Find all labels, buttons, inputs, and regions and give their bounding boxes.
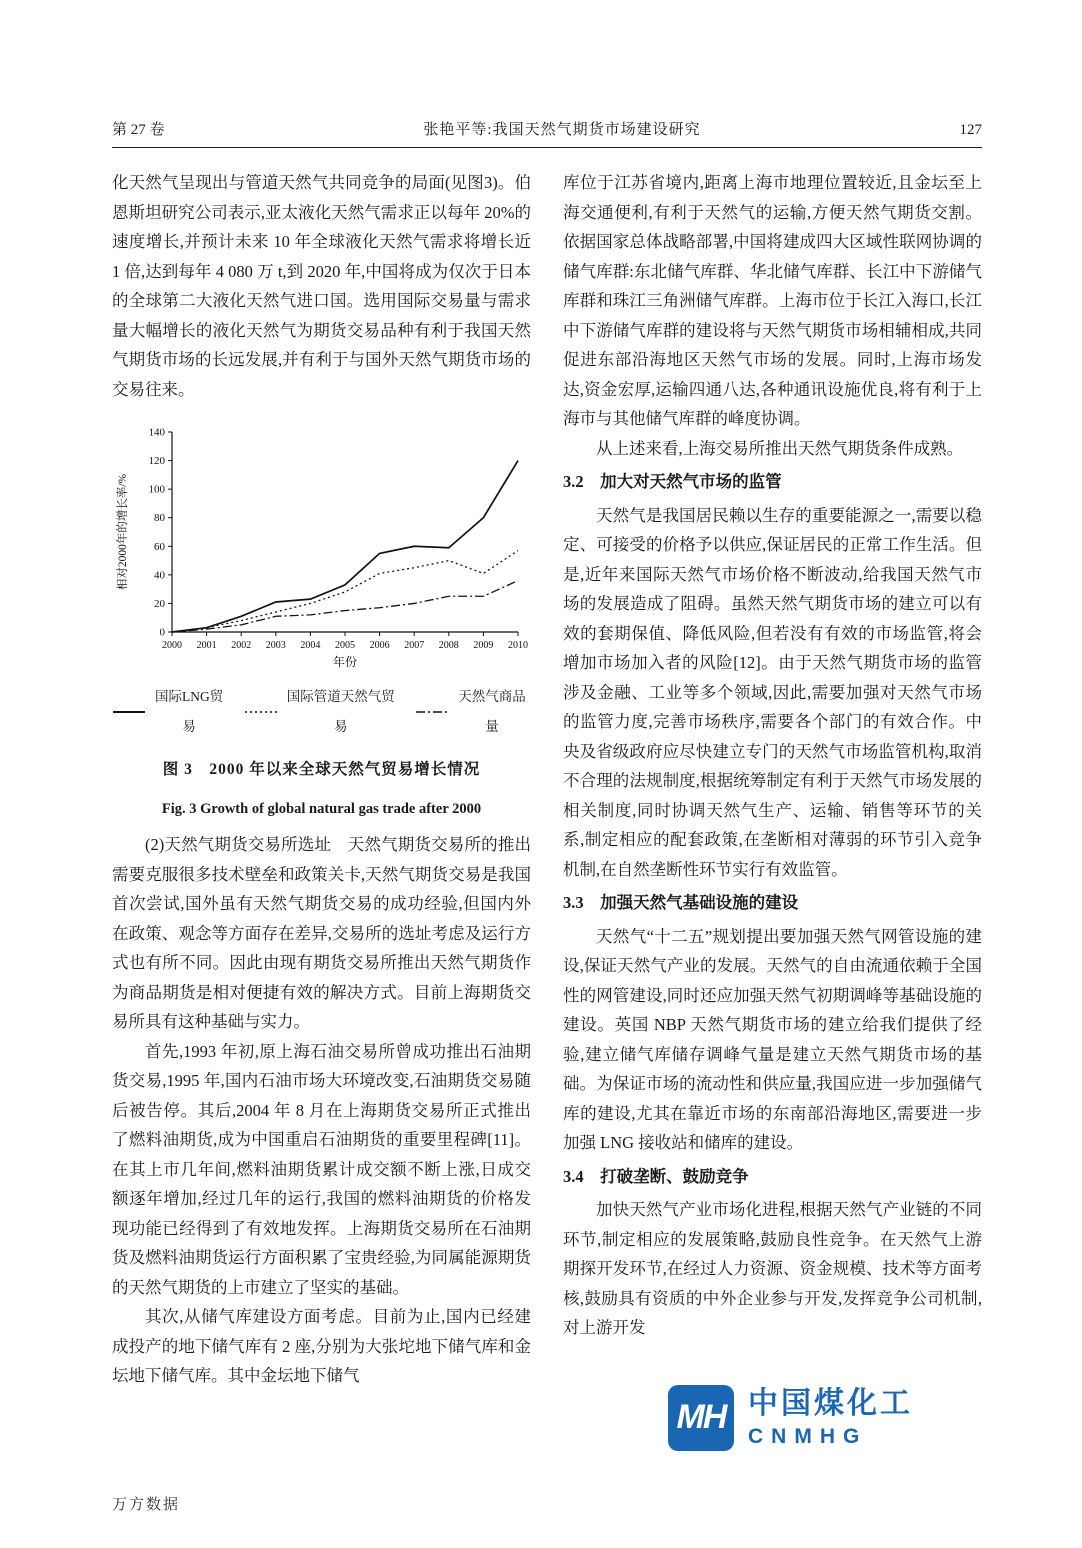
page-footer: [112, 1493, 180, 1514]
y-tick-label: 40: [154, 569, 165, 582]
x-tick-label: 2000: [162, 640, 182, 651]
right-column-text: [563, 168, 982, 1343]
right-column: [563, 168, 982, 1478]
x-tick-label: 2010: [508, 640, 528, 651]
wanfang-mark: 万方数据: [112, 1497, 181, 1513]
chart-legend: [112, 682, 531, 741]
paragraph: 加快天然气产业市场化进程,根据天然气产业链的不同环节,制定相应的发展策略,鼓励良性竞争。在天然气上游期探开发环节,在经过人力资源、资金规模、技术等方面考核,鼓励具有资质的中外企业参与开发,发挥竞争公司机制,对上游开发: [563, 1200, 982, 1337]
legend-line-sample: [112, 707, 145, 717]
figure-caption-cn: 图 3 2000 年以来全球天然气贸易增长情况: [162, 761, 481, 778]
y-tick-label: 60: [154, 540, 165, 553]
paragraph: (2)天然气期货交易所选址 天然气期货交易所的推出需要克服很多技术壁垒和政策关卡,天然气期货交易是我国首次尝试,国外虽有天然气期货交易的成功经验,但国内外在政策、观念等方面存在差异,交易所的选址考虑及运行方式也有所不同。因此由现有期货交易所推出天然气期货作为商品期货是相对便捷有效的解决方式。目前上海期货交易所具有这种基础与实力。: [112, 835, 531, 1031]
y-tick-label: 100: [148, 483, 165, 496]
paragraph: 其次,从储气库建设方面考虑。目前为止,国内已经建成投产的地下储气库有 2 座,分别为大张坨地下储气库和金坛地下储气库。其中金坛地下储气: [112, 1307, 531, 1385]
legend-label: 天然气商品量: [458, 689, 526, 734]
x-tick-label: 2009: [473, 640, 494, 651]
watermark-brand: 中国煤化工: [748, 1387, 913, 1420]
figure-caption-en: Fig. 3 Growth of global natural gas trade after 2000: [161, 800, 482, 817]
figure-caption: [112, 755, 531, 824]
watermark-text: [748, 1385, 913, 1451]
paragraph: 从上述来看,上海交易所推出天然气期货条件成熟。: [596, 438, 964, 458]
journal-volume: 第 27 卷: [112, 122, 165, 138]
y-tick-label: 80: [154, 512, 165, 525]
page-header: [112, 118, 982, 148]
figure-3: [112, 418, 531, 824]
watermark: [658, 1372, 988, 1464]
line-chart: [112, 418, 532, 676]
section-heading: 3.3 加强天然气基础设施的建设: [563, 893, 799, 912]
two-column-body: [112, 168, 982, 1478]
series-solid: [172, 461, 518, 632]
legend-item: [112, 682, 228, 741]
legend-item: [415, 682, 531, 741]
x-tick-label: 2005: [335, 640, 355, 651]
left-column: [112, 168, 531, 1478]
x-tick-label: 2007: [404, 640, 425, 651]
legend-line-sample: [244, 707, 277, 717]
x-tick-label: 2003: [265, 640, 286, 651]
watermark-logo-text: MH: [676, 1398, 726, 1437]
legend-label: 国际管道天然气贸易: [286, 689, 395, 734]
legend-line-sample: [415, 707, 448, 717]
watermark-sub: CNMHG: [748, 1425, 868, 1448]
y-axis-label: 相对2000年的增长率/%: [117, 473, 129, 591]
x-tick-label: 2002: [231, 640, 252, 651]
watermark-logo-icon: [668, 1385, 734, 1451]
legend-item: [244, 682, 399, 741]
series-dotted: [172, 551, 518, 632]
x-tick-label: 2008: [438, 640, 459, 651]
y-tick-label: 140: [148, 426, 165, 439]
series-dashdot: [172, 581, 518, 632]
y-tick-label: 120: [148, 455, 165, 468]
y-tick-label: 20: [154, 597, 165, 610]
x-tick-label: 2004: [300, 640, 321, 651]
section-heading: 3.2 加大对天然气市场的监管: [563, 472, 782, 491]
page-number: 127: [959, 122, 982, 138]
paragraph: 化天然气呈现出与管道天然气共同竞争的局面(见图3)。伯恩斯坦研究公司表示,亚太液化天然气需求正以每年 20%的速度增长,并预计未来 10 年全球液化天然气需求将增长近 1 倍,达到每年 4 080 万 t,到 2020 年,中国将成为仅次于日本的全球第二大液化天然气进口国。选用国际交易量与需求量大幅增长的液化天然气为期货交易品种有利于我国天然气期货市场的长远发展,并有利于与国外天然气期货市场的交易往来。: [112, 173, 531, 399]
y-tick-label: 0: [159, 626, 165, 639]
x-axis-label: 年份: [332, 655, 358, 669]
paragraph: 库位于江苏省境内,距离上海市地理位置较近,且金坛至上海交通便利,有利于天然气的运输,方便天然气期货交割。依据国家总体战略部署,中国将建成四大区域性联网协调的储气库群:东北储气库群、华北储气库群、长江中下游储气库群和珠江三角洲储气库群。上海市位于长江入海口,长江中下游储气库群的建设将与天然气期货市场相辅相成,共同促进东部沿海地区天然气市场的发展。同时,上海市场发达,资金宏厚,运输四通八达,各种通讯设施优良,将有利于上海市与其他储气库群的峰度协调。: [563, 173, 982, 428]
left-column-bottom-text: [112, 830, 531, 1391]
paper-header-title: 张艳平等:我国天然气期货市场建设研究: [423, 122, 701, 138]
paragraph: 天然气“十二五”规划提出要加强天然气网管设施的建设,保证天然气产业的发展。天然气的自由流通依赖于全国性的网管建设,同时还应加强天然气初期调峰等基础设施的建设。英国 NBP 天然气期货市场的建立给我们提供了经验,建立储气库储存调峰气量是建立天然气期货市场的基础。为保证市场的流动性和供应量,我国应进一步加强储气库的建设,尤其在靠近市场的东南部沿海地区,需要进一步加强 LNG 接收站和储库的建设。: [563, 926, 982, 1152]
x-tick-label: 2001: [196, 640, 217, 651]
legend-label: 国际LNG贸易: [154, 689, 224, 734]
section-heading: 3.4 打破垄断、鼓励竞争: [563, 1166, 749, 1186]
paragraph: 首先,1993 年初,原上海石油交易所曾成功推出石油期货交易,1995 年,国内石油市场大环境改变,石油期货交易随后被告停。其后,2004 年 8 月在上海期货交易所正式推出了燃料油期货,成为中国重启石油期货的重要里程碑[11]。在其上市几年间,燃料油期货累计成交额不断上涨,日成交额逐年增加,经过几年的运行,我国的燃料油期货的价格发现功能已经得到了有效地发挥。上海期货交易所在石油期货及燃料油期货运行方面积累了宝贵经验,为同属能源期货的天然气期货的上市建立了坚实的基础。: [112, 1041, 531, 1297]
paragraph: 天然气是我国居民赖以生存的重要能源之一,需要以稳定、可接受的价格予以供应,保证居民的正常工作生活。但是,近年来国际天然气市场价格不断波动,给我国天然气市场的发展造成了阻碍。虽然天然气期货市场的建立可以有效的套期保值、降低风险,但若没有有效的市场监管,将会增加市场加入者的风险[12]。由于天然气期货市场的监管涉及金融、工业等多个领域,因此,需要加强对天然气市场的监管力度,完善市场秩序,需要各个部门的有效合作。中央及省级政府应尽快建立专门的天然气市场监管机构,取消不合理的法规制度,根据统筹制定有利于天然气市场发展的相关制度,同时协调天然气生产、运输、销售等环节的关系,制定相应的配套政策,在垄断相对薄弱的环节引入竞争机制,在自然垄断性环节实行有效监管。: [563, 505, 982, 879]
x-tick-label: 2006: [369, 640, 390, 651]
left-column-top-text: [112, 168, 531, 404]
